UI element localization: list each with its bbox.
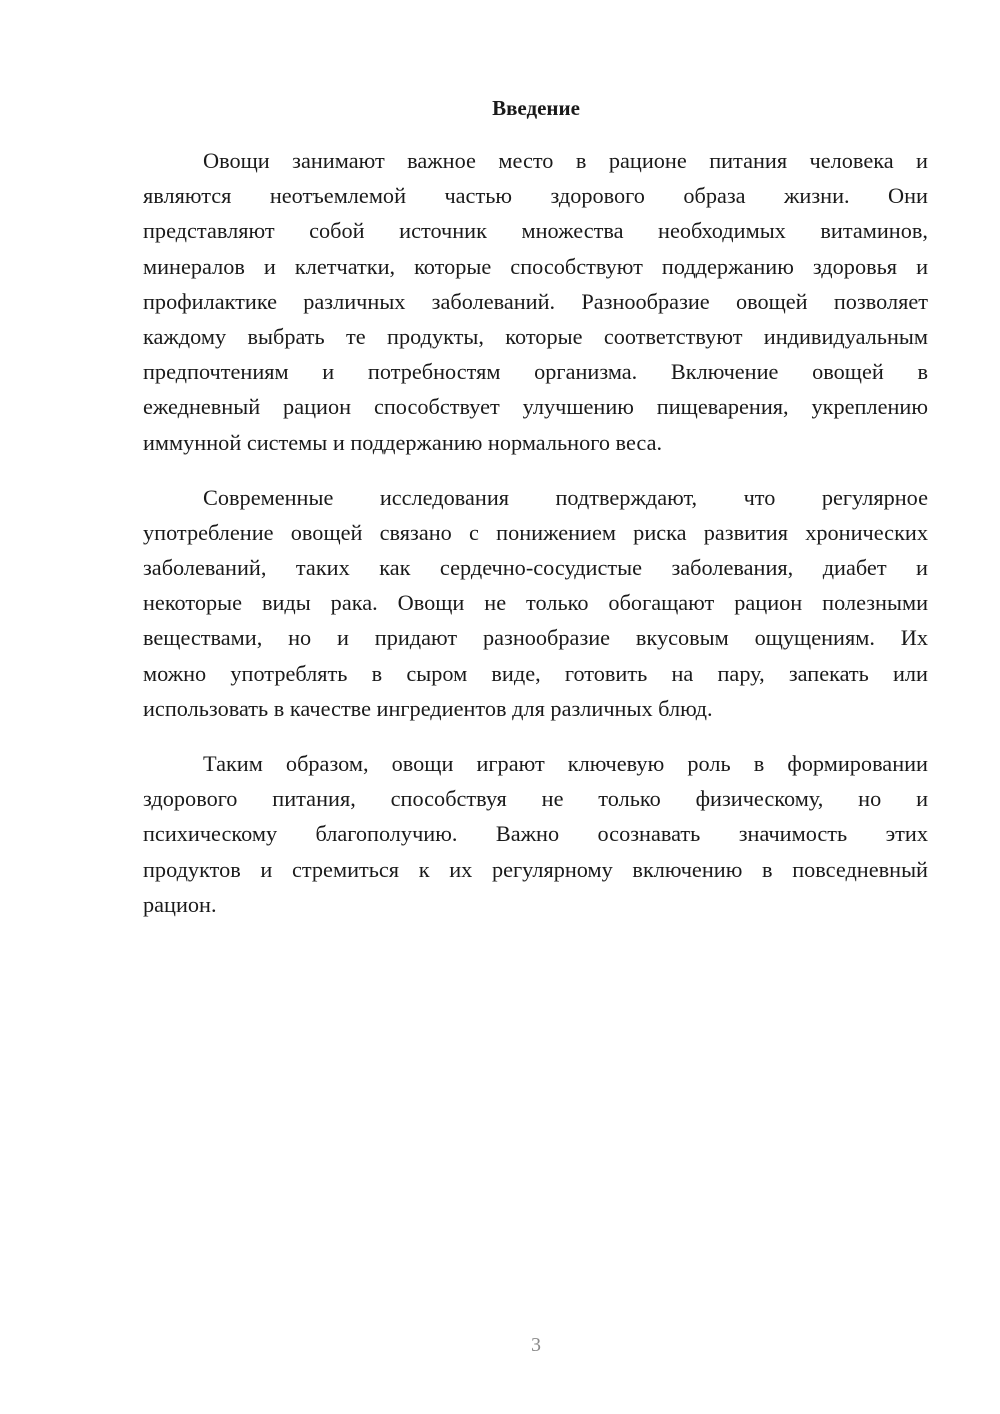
text-line: иммунной системы и поддержанию нормального веса.	[143, 429, 663, 455]
text-line: профилактике различных заболеваний. Разнообразие овощей позволяет	[143, 288, 928, 314]
paragraph-1	[143, 143, 928, 460]
document-body	[143, 143, 928, 942]
paragraph-2	[143, 480, 928, 726]
text-line: Таким образом, овощи играют ключевую роль в формировании	[203, 751, 928, 776]
text-line: продуктов и стремиться к их регулярному включению в повседневный	[143, 856, 928, 882]
text-line: каждому выбрать те продукты, которые соответствуют индивидуальным	[143, 323, 928, 349]
text-line: Овощи занимают важное место в рационе питания человека и	[203, 148, 928, 173]
section-title: Введение	[492, 96, 580, 120]
text-line: здорового питания, способствуя не только физическому, но и	[143, 786, 928, 812]
page-number: 3	[531, 1334, 541, 1356]
text-line: психическому благополучию. Важно осознавать значимость этих	[143, 821, 928, 847]
text-line: Современные исследования подтверждают, что регулярное	[203, 484, 928, 510]
text-line: заболеваний, таких как сердечно-сосудистые заболевания, диабет и	[143, 555, 928, 581]
text-line: минералов и клетчатки, которые способствуют поддержанию здоровья и	[143, 253, 928, 279]
text-line: можно употреблять в сыром виде, готовить на пару, запекать или	[143, 660, 928, 686]
text-line: некоторые виды рака. Овощи не только обогащают рацион полезными	[143, 590, 928, 616]
text-line: являются неотъемлемой частью здорового образа жизни. Они	[143, 183, 928, 209]
text-line: рацион.	[143, 891, 217, 917]
text-line: ежедневный рацион способствует улучшению пищеварения, укреплению	[143, 394, 928, 420]
text-line: предпочтениям и потребностям организма. Включение овощей в	[143, 359, 928, 385]
text-line: веществами, но и придают разнообразие вкусовым ощущениям. Их	[143, 625, 928, 651]
paragraph-3	[143, 746, 928, 922]
text-line: использовать в качестве ингредиентов для различных блюд.	[143, 695, 713, 721]
text-line: представляют собой источник множества необходимых витаминов,	[143, 218, 928, 244]
text-line: употребление овощей связано с понижением риска развития хронических	[143, 519, 928, 545]
